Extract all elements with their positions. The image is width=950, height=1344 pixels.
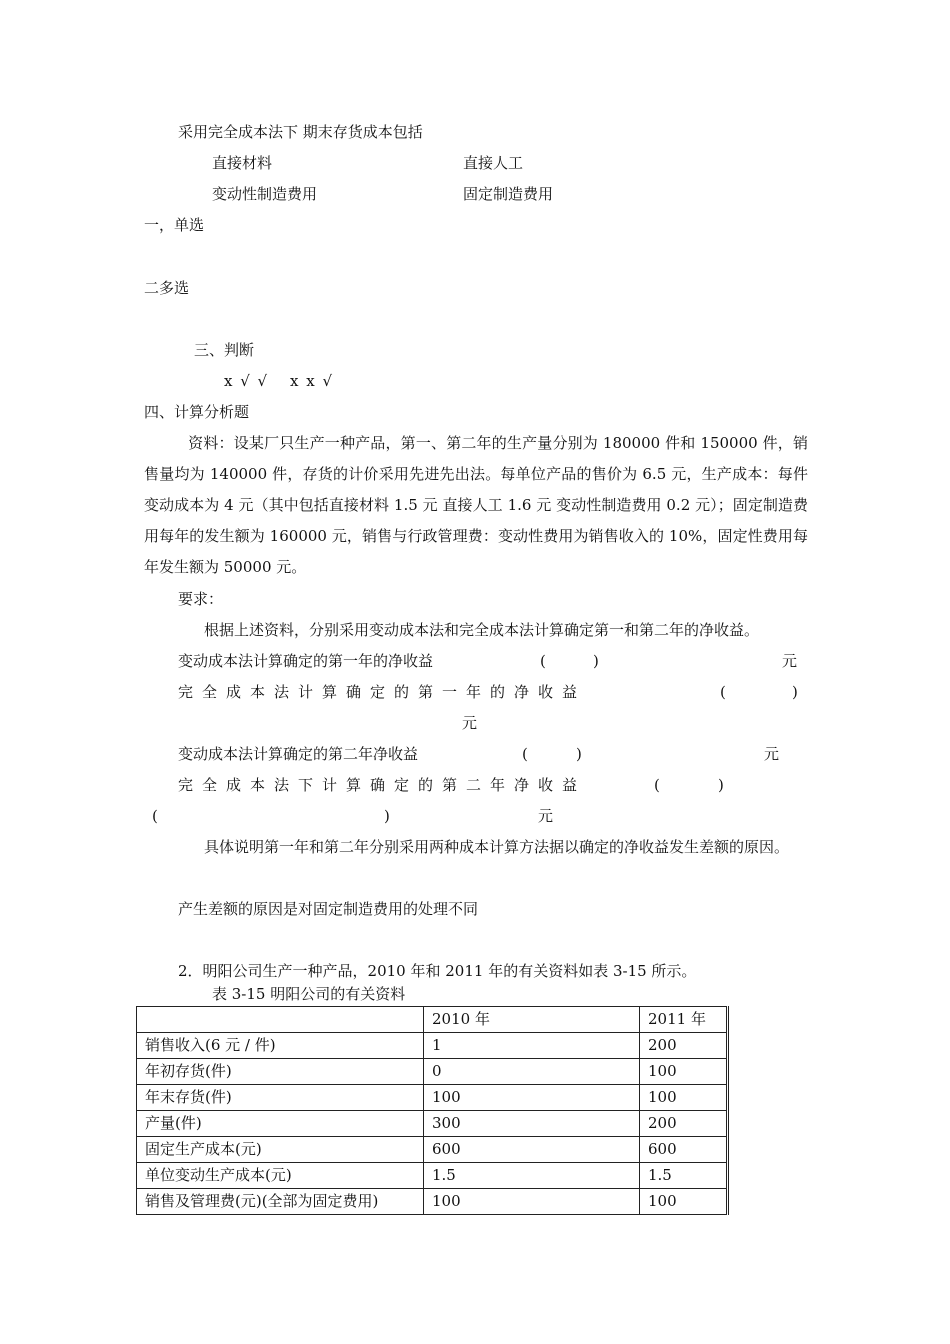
problem2-text: 2．明阳公司生产一种产品，2010 年和 2011 年的有关资料如表 3-15 所示。 [178, 962, 697, 980]
table-header-cell [137, 1007, 424, 1033]
table-cell: 年初存货(件) [137, 1059, 424, 1085]
answer-paren-open: ( [152, 807, 158, 825]
section-single-choice: 一，单选 [144, 216, 205, 234]
table-row [137, 1085, 728, 1111]
unit-yuan: 元 [764, 745, 780, 763]
explain-question [144, 832, 808, 863]
problem1-material [144, 428, 808, 583]
answer-paren-close: ) [593, 652, 599, 670]
explain-answer: 产生差额的原因是对固定制造费用的处理不同 [178, 900, 479, 918]
answer-paren-open: ( [522, 745, 528, 763]
table-header-cell: 2011 年 [640, 1007, 728, 1033]
cost-item-variable-overhead: 变动性制造费用 [212, 185, 318, 203]
table-cell: 200 [640, 1033, 728, 1059]
unit-yuan: 元 [462, 714, 478, 732]
table-row [137, 1059, 728, 1085]
unit-yuan: 元 [782, 652, 798, 670]
section-judgement: 三、判断 [194, 341, 255, 359]
intro-line: 采用完全成本法下 期末存货成本包括 [178, 123, 423, 141]
table-cell: 100 [640, 1085, 728, 1111]
table-cell: 1 [424, 1033, 640, 1059]
table-cell: 100 [640, 1189, 728, 1215]
table-cell: 销售及管理费(元)(全部为固定费用) [137, 1189, 424, 1215]
answer-paren-close: ) [718, 776, 724, 794]
table-cell: 100 [424, 1085, 640, 1111]
table-cell: 600 [640, 1137, 728, 1163]
table-cell: 固定生产成本(元) [137, 1137, 424, 1163]
explain-question-text: 具体说明第一年和第二年分别采用两种成本计算方法据以确定的净收益发生差额的原因。 [204, 838, 790, 856]
table-cell: 年末存货(件) [137, 1085, 424, 1111]
table-row [137, 1033, 728, 1059]
table-cell: 产量(件) [137, 1111, 424, 1137]
table-cell: 单位变动生产成本(元) [137, 1163, 424, 1189]
cost-item-fixed-overhead: 固定制造费用 [463, 185, 554, 203]
answer-paren-open: ( [720, 683, 726, 701]
answer-paren-open: ( [540, 652, 546, 670]
table-cell: 1.5 [424, 1163, 640, 1189]
question-absorption-year2: 完全成本法下计算确定的第二年净收益 [178, 776, 587, 794]
data-table [136, 1006, 729, 1215]
cost-item-direct-labor: 直接人工 [463, 154, 524, 172]
judgement-answers-1: x √ √ [224, 372, 268, 390]
section-multiple-choice: 二多选 [144, 279, 190, 297]
unit-yuan: 元 [538, 807, 554, 825]
question-absorption-year1: 完全成本法计算确定的第一年的净收益 [178, 683, 587, 701]
table-cell: 100 [640, 1059, 728, 1085]
table-cell: 600 [424, 1137, 640, 1163]
table-cell: 300 [424, 1111, 640, 1137]
table-row [137, 1189, 728, 1215]
answer-paren-close: ) [576, 745, 582, 763]
table-cell: 200 [640, 1111, 728, 1137]
judgement-answers-2: x x √ [290, 372, 333, 390]
answer-paren-open: ( [654, 776, 660, 794]
table-header-cell: 2010 年 [424, 1007, 640, 1033]
problem1-material-text: 资料：设某厂只生产一种产品，第一、第二年的生产量分别为 180000 件和 150000 件，销售量均为 140000 件，存货的计价采用先进先出法。每单位产品的售价为 6.5 元，生产成本：每件变动成本为 4 元（其中包括直接材料 1.5 元 直接人工 1.6 元 变动性制造费用 0.2 元）；固定制造费用每年的发生额为 160000 元，销售与行政管理费：变动性费用为销售收入的 10%，固定性费用每年发生额为 50000 元。 [144, 434, 808, 576]
table-header-row [137, 1007, 728, 1033]
table-caption: 表 3-15 明阳公司的有关资料 [212, 985, 406, 1003]
question-variable-year2: 变动成本法计算确定的第二年净收益 [178, 745, 419, 763]
table-cell: 1.5 [640, 1163, 728, 1189]
requirement-label: 要求： [178, 590, 224, 608]
table-cell: 100 [424, 1189, 640, 1215]
question-variable-year1: 变动成本法计算确定的第一年的净收益 [178, 652, 434, 670]
table-row [137, 1137, 728, 1163]
section-calculation: 四、计算分析题 [144, 403, 250, 421]
table-cell: 0 [424, 1059, 640, 1085]
cost-item-direct-material: 直接材料 [212, 154, 273, 172]
answer-paren-close: ) [792, 683, 798, 701]
table-cell: 销售收入(6 元 / 件) [137, 1033, 424, 1059]
answer-paren-close: ) [384, 807, 390, 825]
table-row [137, 1163, 728, 1189]
requirement-text: 根据上述资料，分别采用变动成本法和完全成本法计算确定第一和第二年的净收益。 [204, 621, 760, 639]
table-row [137, 1111, 728, 1137]
